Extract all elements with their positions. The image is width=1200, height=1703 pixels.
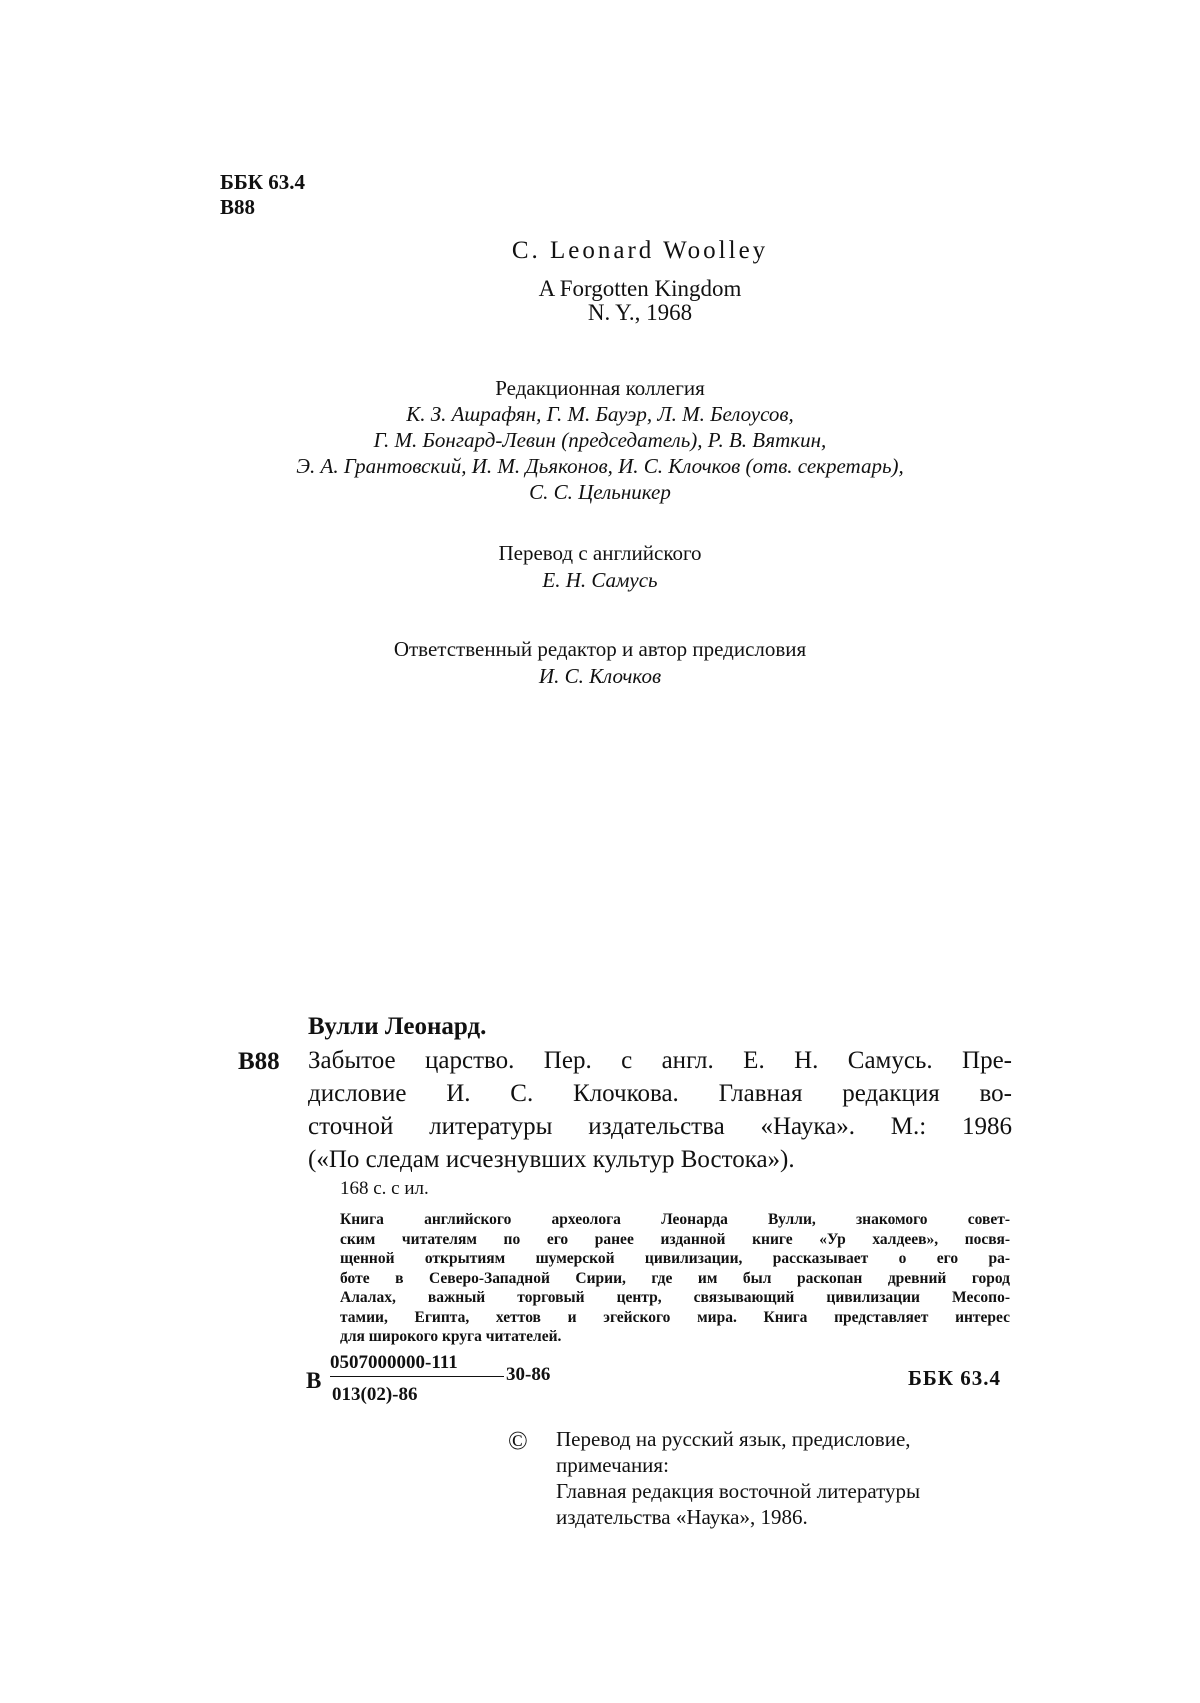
catalog-line: дисловие И. С. Клочкова. Главная редакция во- xyxy=(308,1080,1012,1107)
index-letter: В xyxy=(306,1368,322,1393)
board-line: К. З. Ашрафян, Г. М. Бауэр, Л. М. Белоусов, xyxy=(406,402,794,426)
editor-name: И. С. Клочков xyxy=(538,664,662,688)
translator-name: Е. Н. Самусь xyxy=(542,568,658,592)
editor-label: Ответственный редактор и автор предисловия xyxy=(393,637,807,661)
annotation-line: тамии, Египта, хеттов и эгейского мира. Книга представляет интерес xyxy=(340,1308,1010,1326)
original-author: C. Leonard Woolley xyxy=(511,237,769,264)
library-code: В88 xyxy=(220,195,256,219)
catalog-line: Забытое царство. Пер. с англ. Е. Н. Самусь. Пре- xyxy=(308,1047,1012,1074)
annotation-line: для широкого круга читателей. xyxy=(340,1328,562,1345)
copyright-line: Перевод на русский язык, предисловие, xyxy=(556,1427,911,1451)
index-fraction-line xyxy=(330,1376,504,1377)
bbk-bottom: ББК 63.4 xyxy=(908,1366,1001,1390)
editor-credit xyxy=(0,636,1200,690)
bbk-code: ББК 63.4 xyxy=(220,170,305,194)
translation-label: Перевод с английского xyxy=(498,541,702,565)
translation-credit xyxy=(0,540,1200,594)
header-codes xyxy=(220,170,305,220)
annotation-line: боте в Северо-Западной Сирии, где им был раскопан древний город xyxy=(340,1269,1010,1287)
copyright-text xyxy=(556,1426,920,1530)
board-line: С. С. Цельникер xyxy=(529,480,671,504)
copyright-icon: © xyxy=(508,1426,528,1455)
annotation-line: ским читателям по его ранее изданной книге «Ур халдеев», посвя- xyxy=(340,1230,1010,1248)
catalog-line: («По следам исчезнувших культур Востока»). xyxy=(308,1146,795,1173)
annotation xyxy=(340,1210,1010,1347)
editorial-board xyxy=(0,375,1200,505)
catalog-line: сточной литературы издательства «Наука». М.: 1986 xyxy=(308,1113,1012,1140)
index-numerator: 0507000000-111 xyxy=(330,1352,458,1373)
index-denominator: 013(02)-86 xyxy=(332,1384,418,1405)
annotation-line: Книга английского археолога Леонарда Вулли, знакомого совет- xyxy=(340,1211,1010,1228)
original-title: A Forgotten Kingdom xyxy=(538,276,742,301)
board-line: Э. А. Грантовский, И. М. Дьяконов, И. С. Клочков (отв. секретарь), xyxy=(296,454,904,478)
copyright-line: Главная редакция восточной литературы xyxy=(556,1479,921,1503)
catalog-code: В88 xyxy=(238,1048,280,1075)
index-order: 30-86 xyxy=(506,1364,551,1385)
board-heading: Редакционная коллегия xyxy=(495,376,705,400)
copyright-line: примечания: xyxy=(556,1453,669,1477)
board-line: Г. М. Бонгард-Левин (председатель), Р. В. Вяткин, xyxy=(373,428,827,452)
original-imprint: N. Y., 1968 xyxy=(587,300,693,325)
annotation-line: Алалах, важный торговый центр, связывающий цивилизации Месопо- xyxy=(340,1289,1010,1306)
copyright-line: издательства «Наука», 1986. xyxy=(556,1505,808,1529)
catalog-author: Вулли Леонард. xyxy=(308,1013,487,1040)
page-count: 168 с. с ил. xyxy=(340,1178,429,1199)
annotation-line: щенной открытиям шумерской цивилизации, рассказывает о его ра- xyxy=(340,1250,1010,1267)
catalog-description xyxy=(308,1044,1012,1176)
